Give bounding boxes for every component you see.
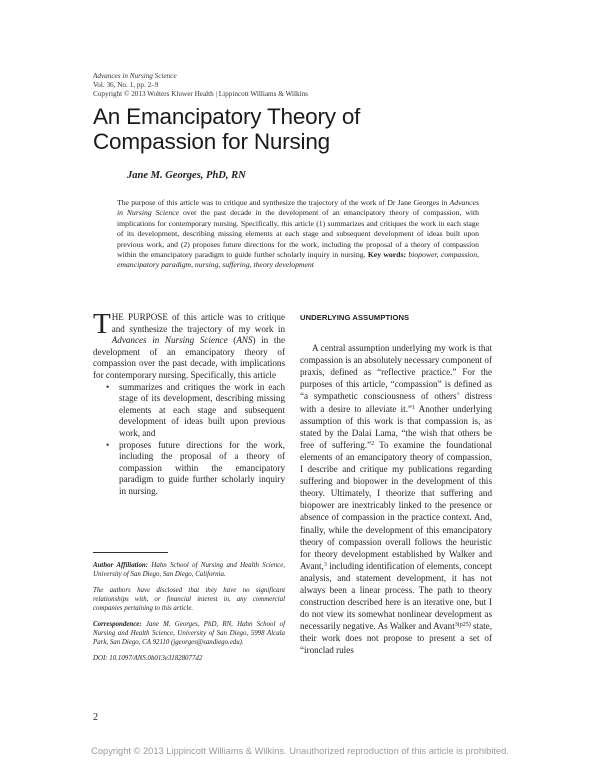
section-heading: UNDERLYING ASSUMPTIONS: [300, 313, 410, 322]
intro-journal-italic: Advances in Nursing Science: [111, 335, 228, 346]
para-text-e: state, their work does not propose to present a set of “ironclad rules: [300, 621, 492, 656]
disclosure-note: The authors have disclosed that they have no significant relationships with, or financial interest in, any commercial companies pertaining to this article.: [93, 587, 285, 612]
list-item-text: summarizes and critiques the work in each stage of its development, describing missing elements at each stage and subsequent development of ideas built upon previous work, and: [119, 381, 285, 438]
article-title: [93, 104, 513, 154]
doi-note: DOI: 10.1097/ANS.0b013e31828077d2: [93, 655, 203, 662]
ref-4: 3(p25): [454, 622, 471, 629]
correspondence-note: [93, 620, 285, 647]
journal-info: [93, 72, 308, 99]
abstract: [117, 198, 479, 271]
footnotes: [93, 561, 285, 670]
affiliation-text: Hahn School of Nursing and Health Science, University of San Diego, San Diego, California.: [93, 562, 286, 578]
assumptions-paragraph: [300, 342, 492, 656]
intro-paragraph: [93, 308, 285, 382]
bullet-icon: •: [106, 439, 110, 450]
abstract-text-1: The purpose of this article was to critique and synthesize the trajectory of the work of Dr Jane Georges in: [117, 198, 450, 207]
list-item-text: proposes future directions for the work, including the proposal of a theory of compassion within the emancipatory paradigm to guide further scholarly inquiry in nursing.: [119, 439, 285, 496]
journal-name: Advances in Nursing Science: [93, 72, 177, 80]
author-affiliation: [93, 561, 285, 579]
para-text-b: Another underlying assumption of this work is that compassion is, as stated by the Dalai Lama, “the wish that others be free of suffering.”: [300, 403, 492, 450]
para-text-a: A central assumption underlying my work is that compassion is an absolutely necessary component of praxis, defined as “reflective practice.” For the purposes of this article, “compassion” is defined as “a sympathetic consciousness of others’ distress with a desire to alleviate it.”: [300, 343, 492, 414]
journal-copyright: Copyright © 2013 Wolters Kluwer Health | Lippincott Williams & Wilkins: [93, 90, 308, 98]
aims-list: [93, 382, 285, 498]
affiliation-label: Author Affiliation:: [93, 562, 149, 569]
abstract-journal-italic: Advances in Nursing Science: [117, 198, 479, 218]
bullet-icon: •: [106, 381, 110, 392]
ref-3: 3: [323, 561, 327, 568]
drop-cap: T: [93, 308, 111, 340]
article-title-line1: An Emancipatory Theory of: [93, 104, 361, 129]
article-author: Jane M. Georges, PhD, RN: [127, 170, 246, 181]
correspondence-text: Jane M. Georges, PhD, RN, Hahn School of Nursing and Health Science, University of San Diego, 5998 Alcala Park, San Diego, CA 92110 (jgeorges@sandiego.edu).: [93, 621, 285, 646]
journal-volume: Vol. 36, No. 1, pp. 2–9: [93, 81, 159, 89]
copyright-watermark: Copyright © 2013 Lippincott Williams & Wilkins. Unauthorized reproduction of this article is prohibited.: [91, 746, 509, 756]
left-column: [93, 308, 285, 498]
article-title-line2: Compassion for Nursing: [93, 129, 330, 154]
right-column: [300, 312, 492, 657]
para-text-d: including identification of elements, concept analysis, and statement development, it has not always been a linear process. The path to theory construction described here is an iterative one, but I do not view its somewhat nonlinear development as necessarily negative. As Walker and Avant: [300, 560, 492, 632]
intro-paren: (: [227, 335, 237, 346]
list-item: [106, 381, 285, 440]
ref-2: 2: [371, 440, 375, 447]
page-number: 2: [93, 712, 98, 723]
abstract-text-2: over the past decade in the development of an emancipatory theory of compassion, with implications for contemporary nursing. Specifically, this article (1) summarizes and critiques the work in each stage of its development, describing missing elements at each stage and subsequent development of ideas built upon previous work, and (2) proposes future directions for the work, including the proposal of a theory of compassion within the emancipatory paradigm to guide further scholarly inquiry in nursing.: [117, 208, 479, 260]
para-text-c: To examine the foundational elements of an emancipatory theory of compassion, I describe and critique my publications regarding suffering and biopower in the development of this theory. Ultimately, I theorize that suffering and biopower are inextricably linked to the presence or absence of compassion in the practice context. And, finally, while the development of this emancipatory theory of compassion overall follows the heuristic for theory development established by Walker and Avant,: [300, 439, 492, 571]
intro-rest: ) in the development of an emancipatory theory of compassion over the past decade, with implications for contemporary nursing. Specifically, this article: [93, 335, 285, 380]
correspondence-label: Correspondence:: [93, 621, 142, 628]
intro-lead: HE PURPOSE of this article was to critique and synthesize the trajectory of my work in: [111, 312, 285, 334]
intro-ans-abbr: ANS: [236, 335, 253, 346]
ref-1: 1: [411, 404, 415, 411]
list-item: [106, 439, 285, 498]
keywords-list: biopower, compassion, emancipatory paradigm, nursing, suffering, theory development: [117, 250, 480, 270]
footnote-divider: [93, 552, 168, 553]
keywords-label: Key words:: [367, 250, 407, 260]
